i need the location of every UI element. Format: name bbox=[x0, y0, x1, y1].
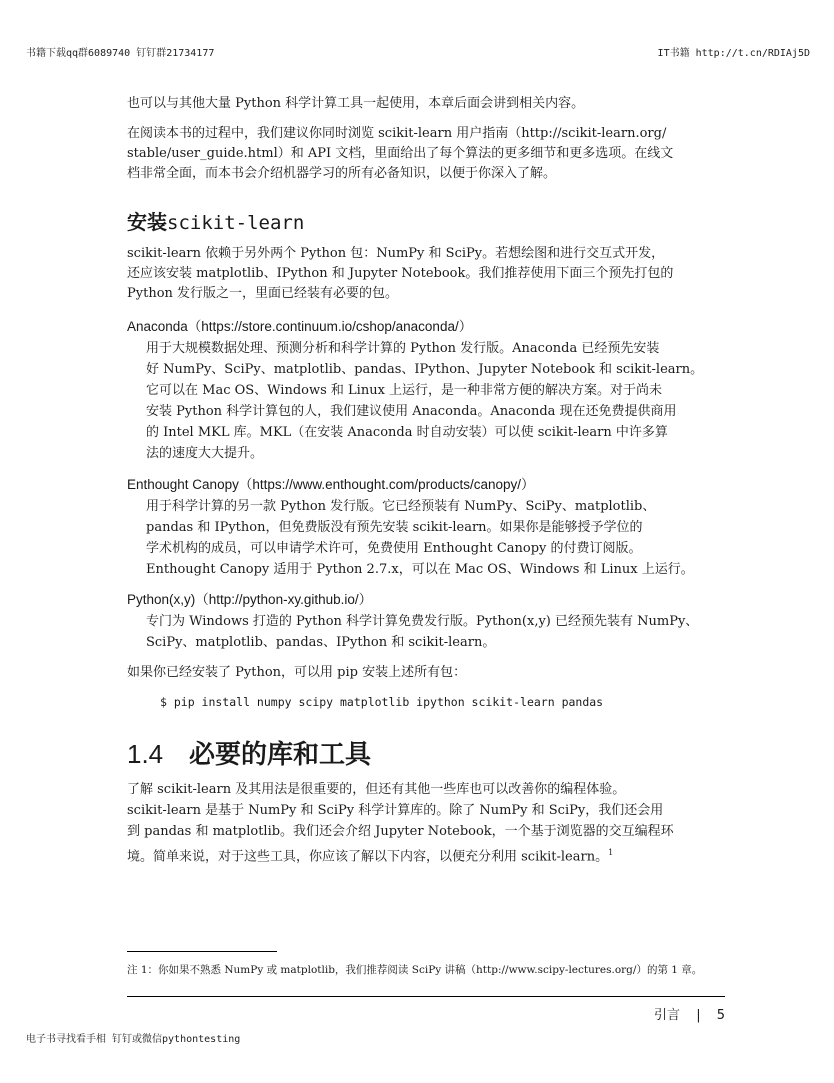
text-line: 安装 Python 科学计算包的人，我们建议使用 Anaconda。Anaconda 现在还免费提供商用 bbox=[146, 404, 677, 419]
install-heading bbox=[127, 206, 304, 235]
page-footer bbox=[654, 1004, 725, 1023]
text-line: 法的速度大大提升。 bbox=[146, 446, 264, 461]
text-line: 学术机构的成员，可以申请学术许可，免费使用 Enthought Canopy 的付费订阅版。 bbox=[146, 541, 642, 556]
text-line bbox=[127, 842, 725, 867]
footer-rule bbox=[127, 996, 725, 997]
footnote-text: 注 1：你如果不熟悉 NumPy 或 matplotlib，我们推荐阅读 SciPy 讲稿（http://www.scipy-lectures.org/）的第 1 章。 bbox=[127, 964, 703, 976]
paragraph-intro bbox=[127, 94, 725, 114]
section-body bbox=[127, 779, 725, 867]
watermark-top-right: IT书籍 http://t.cn/RDIAj5D bbox=[657, 48, 810, 59]
footer-chapter: 引言 bbox=[654, 1008, 681, 1023]
paragraph-reading-guide bbox=[127, 124, 725, 184]
footnote-rule bbox=[127, 951, 277, 952]
text-line: 它可以在 Mac OS、Windows 和 Linux 上运行，是一种非常方便的解决方案。对于尚未 bbox=[146, 383, 663, 398]
text-line: Enthought Canopy 适用于 Python 2.7.x，可以在 Mac OS、Windows 和 Linux 上运行。 bbox=[146, 562, 694, 577]
text-line: 还应该安装 matplotlib、IPython 和 Jupyter Notebook。我们推荐使用下面三个预先打包的 bbox=[127, 266, 674, 281]
text-line: 在阅读本书的过程中，我们建议你同时浏览 scikit-learn 用户指南（http://scikit-learn.org/ bbox=[127, 126, 667, 141]
text-line: 了解 scikit-learn 及其用法是很重要的，但还有其他一些库也可以改善你的编程体验。 bbox=[127, 782, 626, 797]
page-number: 5 bbox=[716, 1008, 725, 1023]
text-line: 用于大规模数据处理、预测分析和科学计算的 Python 发行版。Anaconda 已经预先安装 bbox=[146, 341, 660, 356]
pip-intro bbox=[127, 663, 725, 683]
text-line: scikit-learn 是基于 NumPy 和 SciPy 科学计算库的。除了 NumPy 和 SciPy，我们还会用 bbox=[127, 803, 664, 818]
text-line: 也可以与其他大量 Python 科学计算工具一起使用，本章后面会讲到相关内容。 bbox=[127, 96, 585, 111]
text-line: pandas 和 IPython，但免费版没有预先安装 scikit-learn。如果你是能够授予学位的 bbox=[146, 520, 643, 535]
section-heading bbox=[127, 734, 371, 771]
distribution-desc-canopy bbox=[146, 496, 726, 580]
distribution-term-pythonxy: Python(x,y)（http://python-xy.github.io/） bbox=[127, 592, 373, 607]
text-line: stable/user_guide.html）和 API 文档，里面给出了每个算法的更多细节和更多选项。在线文 bbox=[127, 146, 674, 161]
text-line: scikit-learn 依赖于另外两个 Python 包：NumPy 和 SciPy。若想绘图和进行交互式开发， bbox=[127, 246, 665, 261]
text-line: 的 Intel MKL 库。MKL（在安装 Anaconda 时自动安装）可以使 scikit-learn 中许多算 bbox=[146, 425, 668, 440]
text-line: 专门为 Windows 打造的 Python 科学计算免费发行版。Python(x,y) 已经预先装有 NumPy、 bbox=[146, 614, 699, 629]
pip-command: $ pip install numpy scipy matplotlib ipython scikit-learn pandas bbox=[160, 695, 604, 709]
install-heading-prefix: 安装 bbox=[127, 210, 167, 234]
footnote-reference[interactable]: 1 bbox=[608, 848, 614, 857]
section-title: 必要的库和工具 bbox=[189, 739, 372, 769]
footer-separator: | bbox=[696, 1008, 701, 1023]
install-intro bbox=[127, 244, 725, 304]
section-number: 1.4 bbox=[127, 739, 164, 769]
text-line: 用于科学计算的另一款 Python 发行版。它已经预装有 NumPy、SciPy、matplotlib、 bbox=[146, 499, 656, 514]
distribution-desc-anaconda bbox=[146, 338, 726, 464]
text-line-content: 境。简单来说，对于这些工具，你应该了解以下内容，以便充分利用 scikit-learn。 bbox=[127, 849, 609, 865]
text-line: 如果你已经安装了 Python，可以用 pip 安装上述所有包： bbox=[127, 665, 467, 680]
text-line: 好 NumPy、SciPy、matplotlib、pandas、IPython、Jupyter Notebook 和 scikit-learn。 bbox=[146, 362, 704, 377]
distribution-term-canopy: Enthought Canopy（https://www.enthought.com/products/canopy/） bbox=[127, 477, 535, 492]
watermark-bottom-left: 电子书寻找看手相 钉钉或微信pythontesting bbox=[26, 1034, 241, 1045]
text-line: 到 pandas 和 matplotlib。我们还会介绍 Jupyter Notebook，一个基于浏览器的交互编程环 bbox=[127, 824, 674, 839]
distribution-term-anaconda: Anaconda（https://store.continuum.io/cshop/anaconda/） bbox=[127, 319, 473, 334]
distribution-desc-pythonxy bbox=[146, 611, 726, 653]
text-line: 档非常全面，而本书会介绍机器学习的所有必备知识，以便于你深入了解。 bbox=[127, 166, 557, 181]
install-heading-code: scikit-learn bbox=[167, 212, 305, 234]
text-line: Python 发行版之一，里面已经装有必要的包。 bbox=[127, 286, 399, 301]
watermark-top-left: 书籍下载qq群6089740 钉钉群21734177 bbox=[26, 48, 215, 59]
text-line: SciPy、matplotlib、pandas、IPython 和 scikit-learn。 bbox=[146, 635, 496, 650]
